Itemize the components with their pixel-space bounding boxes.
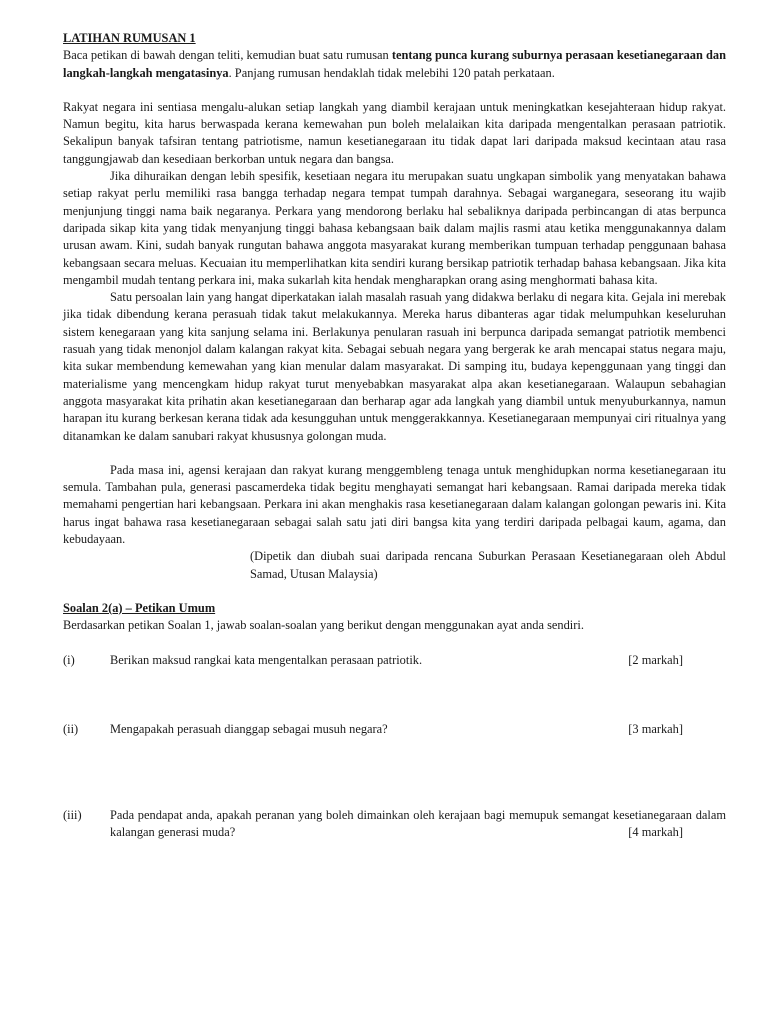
answer-space [63,669,726,721]
spacer [63,445,726,462]
instruction-text-2: . Panjang rumusan hendaklah tidak melebihi 120 patah perkataan. [228,65,555,80]
spacer [63,635,726,652]
question-text: Mengapakah perasuah dianggap sebagai musuh negara? [110,721,388,736]
question-row [63,807,726,842]
spacer [63,583,726,600]
passage-paragraph-1: Rakyat negara ini sentiasa mengalu-alukan setiap langkah yang diambil kerajaan untuk meningkatkan kesejahteraan hidup rakyat. Namun begitu, kita harus berwaspada kerana kemewahan pun boleh melalaikan kita daripada mengentalkan perasaan patriotik. Sekalipun banyak tafsiran tentang patriotisme, namun kesetianegaraan itu tidak dapat lari daripada maksud kecintaan atau rasa tanggungjawab dan kesediaan berkorban untuk negara dan bangsa. [63,99,726,166]
passage-paragraph-4: Pada masa ini, agensi kerajaan dan rakyat kurang menggembleng tenaga untuk menghidupkan norma kesetianegaraan itu semula. Tambahan pula, generasi pascamerdeka tidak begitu menghayati semangat hari kebangsaan. Ramai daripada mereka tidak memahami pengertian hari kebangsaan. Perkara ini akan menghakis rasa kesetianegaraan dalam kalangan golongan pewaris ini. Kita harus ingat bahawa rasa kesetianegaraan sebagai salah satu jati diri bangsa kita yang terdiri daripada pelbagai kaum, agama, dan kebudayaan. [63,462,726,547]
question-marks: [3 markah] [628,721,683,736]
spacer [63,82,726,99]
instruction-text-1: Baca petikan di bawah dengan teliti, kemudian buat satu rumusan [63,48,392,63]
document-page [63,30,726,842]
question-row [63,652,726,669]
question-row [63,721,726,738]
instruction-paragraph [63,47,726,82]
instruction-bold-text: tentang punca kurang suburnya perasaan kesetianegaraan dan langkah-langkah mengatasinya [63,48,726,80]
passage-paragraph-3: Satu persoalan lain yang hangat diperkatakan ialah masalah rasuah yang didakwa berlaku di negara kita. Gejala ini merebak jika tidak dibendung kerana perasuah tidak takut melakukannya. Mereka harus dibanteras agar tidak melumpuhkan keseluruhan sistem kenegaraan yang kita sanjung selama ini. Berlakunya penularan rasuah ini berpunca daripada semangat patriotik membenci rasuah yang tidak menonjol dalam kalangan rakyat kita. Sebagai sebuah negara yang bergerak ke arah mencapai status negara maju, kita sukar membendung kemewahan yang kian menular dalam masyarakat. Di samping itu, budaya kepenggunaan yang tinggi dan materialisme yang mencengkam hidup rakyat turut menyebabkan masyarakat alpa akan kesetianegaraan. Walaupun sebahagian anggota masyarakat kita prihatin akan kesetianegaraan dan berharap agar ada langkah yang diambil untuk menyuburkannya, namun harapan itu kurang berkesan kerana tidak ada kesungguhan untuk menggerakkannya. Kesetianegaraan mempunyai ciri ritualnya yang ditanamkan ke dalam sanubari rakyat khususnya golongan muda. [63,290,726,443]
question-text: Berikan maksud rangkai kata mengentalkan perasaan patriotik. [110,652,423,667]
page-title: LATIHAN RUMUSAN 1 [63,31,196,45]
question-marks: [2 markah] [628,652,683,667]
question-number: (ii) [63,721,79,736]
section-instruction: Berdasarkan petikan Soalan 1, jawab soalan-soalan yang berikut dengan menggunakan ayat anda sendiri. [63,618,584,633]
passage-paragraph-2: Jika dihuraikan dengan lebih spesifik, kesetiaan negara itu merupakan suatu ungkapan simbolik yang menyatakan bahawa setiap rakyat perlu memiliki rasa bangga terhadap negara tempat tumpah darahnya. Sebagai warganegara, seseorang itu wajib menjunjung tinggi nama baik negaranya. Perkara yang mendorong berlaku hal sebaliknya daripada perbincangan di atas berpunca daripada sikap kita yang tidak menyanjung tinggi bahasa kebangsaan baik dalam majlis rasmi atau ketika menggunakannya dalam urusan awam. Kini, sudah banyak rungutan bahawa anggota masyarakat kurang memberikan tumpuan terhadap penggunaan bahasa kebangsaan secara meluas. Kecuaian itu memperlihatkan kita sendiri kurang bersikap patriotik terhadap bahasa kebangsaan. Jika kita mengambil mudah tentang perkara ini, maka sukarlah kita hendak mengharapkan orang asing menghormati bahasa kita. [63,169,726,287]
question-text: Pada pendapat anda, apakah peranan yang boleh dimainkan oleh kerajaan bagi memupuk semangat kesetianegaraan dalam kalangan generasi muda? [110,808,726,840]
question-marks: [4 markah] [628,825,683,840]
answer-space [63,738,726,807]
source-citation: (Dipetik dan diubah suai daripada rencana Suburkan Perasaan Kesetianegaraan oleh Abdul Samad, Utusan Malaysia) [250,549,726,581]
section-title: Soalan 2(a) – Petikan Umum [63,600,216,615]
question-number: (i) [63,652,75,667]
question-number: (iii) [63,808,82,823]
